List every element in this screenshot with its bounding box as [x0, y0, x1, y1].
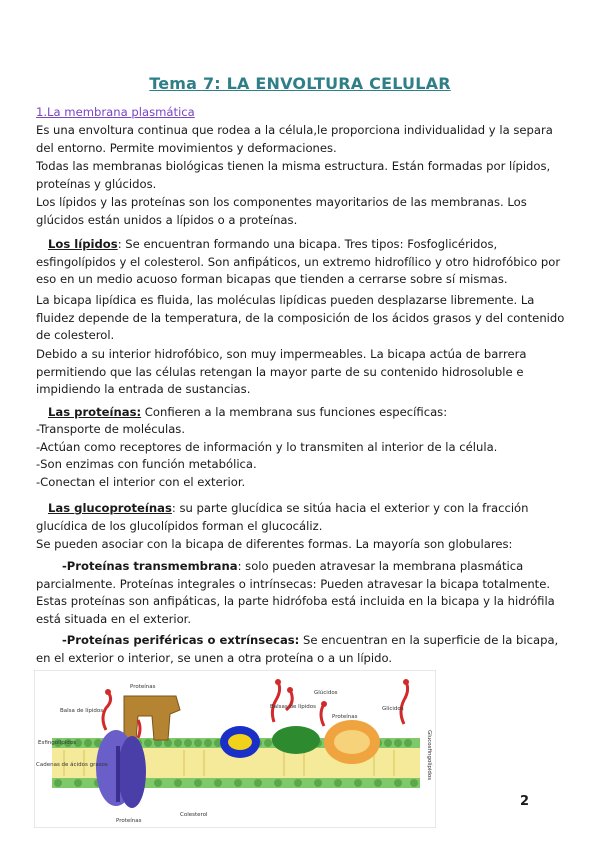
label-proteinas-mid: Proteínas [332, 714, 358, 720]
label-proteinas-bottom: Proteínas [116, 818, 142, 824]
orange-protein [324, 720, 380, 764]
lipid-raft-cluster [272, 726, 320, 754]
membrane-illustration [34, 670, 436, 828]
label-glucosfingolipidos: Glucosfingolípidos [426, 730, 432, 781]
label-proteinas-top: Proteínas [130, 684, 156, 690]
perifericas-heading: -Proteínas periféricas o extrínsecas: [62, 633, 300, 647]
proteinas-item: -Son enzimas con función metabólica. [36, 457, 257, 471]
proteinas-heading: Las proteínas: [48, 405, 142, 419]
lipidos-paragraph [36, 236, 568, 289]
label-glicidos: Glícidos [382, 706, 404, 712]
label-cadenas: Cadenas de ácidos grasos [36, 762, 108, 768]
proteinas-item: -Conectan el interior con el exterior. [36, 475, 246, 489]
proteinas-item: -Transporte de moléculas. [36, 422, 186, 436]
label-balsa: Balsa de lípidos [60, 708, 104, 714]
proteinas-item: -Actúan como receptores de información y lo transmiten al interior de la célula. [36, 440, 498, 454]
intro-paragraph-2: Todas las membranas biológicas tienen la misma estructura. Están formadas por lípidos, proteínas y glúcidos. [36, 159, 551, 191]
label-colesterol: Colesterol [180, 812, 208, 818]
lipidos-heading: Los lípidos [48, 237, 118, 251]
label-balsas-lipidos: Balsas de lípidos [270, 704, 316, 710]
section-heading-text: 1.La membrana plasmática [36, 105, 195, 119]
section-heading [36, 104, 568, 122]
transmembrana-paragraph [36, 558, 568, 628]
intro-paragraph-1: Es una envoltura continua que rodea a la célula,le proporciona individualidad y la separa del entorno. Permite movimientos y deformaciones. [36, 123, 553, 155]
glucoproteinas-paragraph [36, 500, 568, 535]
lipidos-paragraph-3: Debido a su interior hidrofóbico, son muy impermeables. La bicapa actúa de barrera permitiendo que las células retengan la mayor parte de su contenido hidrosoluble e impidiendo la entrada de sustancias. [36, 347, 527, 397]
intro-paragraph-3: Los lípidos y las proteínas son los componentes mayoritarios de las membranas. Los glúcidos están unidos a lípidos o a proteínas. [36, 195, 527, 227]
glucoproteinas-text: : su parte glucídica se sitúa hacia el exterior y con la fracción glucídica de los glucolípidos forman el glucocáliz. [36, 501, 529, 533]
glucoproteinas-line-2: Se pueden asociar con la bicapa de diferentes formas. La mayoría son globulares: [36, 537, 513, 551]
glucoproteinas-heading: Las glucoproteínas [48, 501, 172, 515]
proteinas-text: Confieren a la membrana sus funciones específicas: [141, 405, 448, 419]
label-glucidos: Glúcidos [314, 690, 338, 696]
perifericas-paragraph [36, 632, 568, 667]
perifericas-text: Se encuentran en la superficie de la bicapa, en el exterior o interior, se unen a otra proteína o a un lípido. [36, 633, 559, 665]
lipidos-paragraph-2: La bicapa lipídica es fluida, las moléculas lipídicas pueden desplazarse libremente. La fluidez depende de la temperatura, de la composición de los ácidos grasos y del contenido de colesterol. [36, 293, 565, 343]
blue-protein [220, 726, 260, 758]
page-title: Tema 7: LA ENVOLTURA CELULAR [149, 74, 451, 93]
proteinas-paragraph [36, 404, 568, 422]
page-number: 2 [520, 794, 530, 809]
label-esfingolipidos: Esfingolípidos [38, 740, 76, 746]
transmembrana-heading: -Proteínas transmembrana [62, 559, 238, 573]
transmembrane-protein [96, 730, 146, 808]
transmembrana-text: : solo pueden atravesar la membrana plasmática parcialmente. Proteínas integrales o intrínsecas: Pueden atravesar la bicapa totalmente. Estas proteínas son anfipáticas, la parte hidrófoba está incluida en la bicapa y la hidrófila está situada en el exterior. [36, 559, 555, 626]
lipidos-text: : Se encuentran formando una bicapa. Tres tipos: Fosfoglicéridos, esfingolípidos y el colesterol. Son anfipáticos, un extremo hidrofílico y otro hidrofóbico por eso en un medio acuoso forman bicapas que tienden a cerrarse sobre sí mismas. [36, 237, 561, 287]
